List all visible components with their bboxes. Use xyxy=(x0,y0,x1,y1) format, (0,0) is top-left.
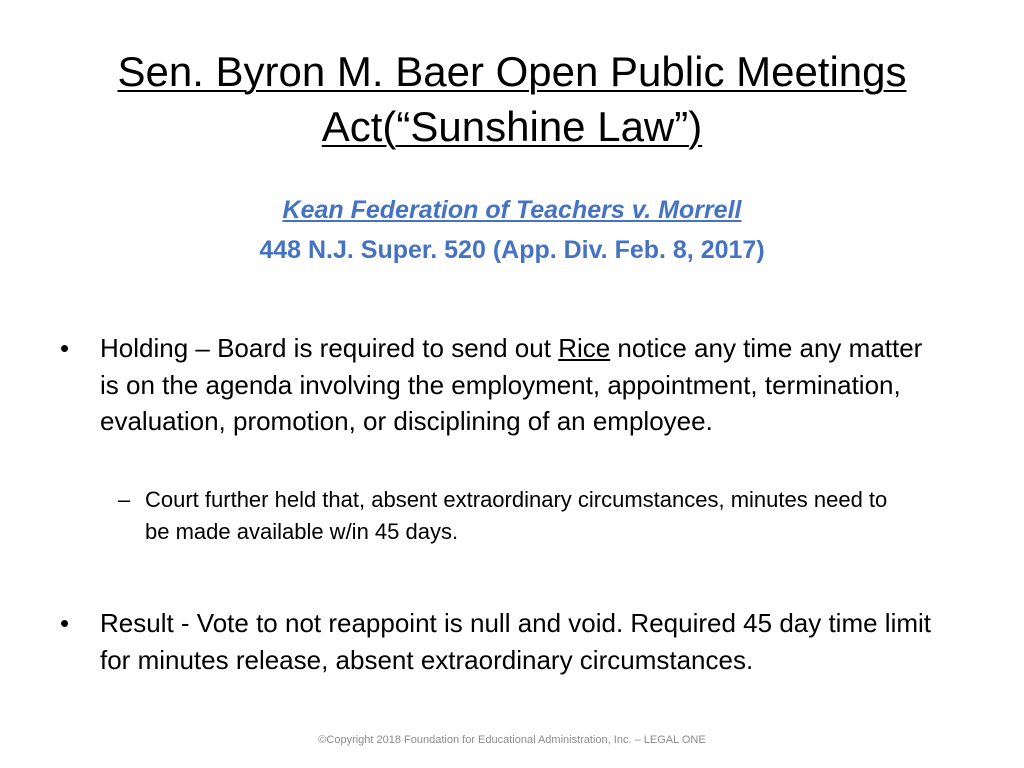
bullet-holding-text xyxy=(100,330,940,440)
case-reference xyxy=(60,190,964,270)
sub-bullet-marker: – xyxy=(118,487,131,512)
bullet-marker: • xyxy=(60,333,70,363)
slide-title-line-1: Sen. Byron M. Baer Open Public Meetings xyxy=(117,48,907,95)
sub-bullet-minutes-text: Court further held that, absent extraordinary circumstances, minutes need to be made available w/in 45 days. xyxy=(145,487,888,544)
bullet-marker: • xyxy=(60,608,70,638)
bullet-holding-text-end: notice any time any matter is on the agenda involving the employment, appointment, termination, evaluation, promotion, or disciplining of an employee. xyxy=(100,333,923,436)
case-name: Kean Federation of Teachers v. Morrell xyxy=(282,196,742,224)
copyright-footer: ©Copyright 2018 Foundation for Educational Administration, Inc. – LEGAL ONE xyxy=(318,734,706,746)
slide-title-line-2: Act(“Sunshine Law”) xyxy=(321,103,703,150)
bullet-holding-text-start: Holding – Board is required to send out xyxy=(100,333,559,363)
case-citation: 448 N.J. Super. 520 (App. Div. Feb. 8, 2017) xyxy=(259,236,765,264)
bullet-result-text: Result - Vote to not reappoint is null and void. Required 45 day time limit for minutes release, absent extraordinary circumstances. xyxy=(100,608,932,675)
rice-underlined-term: Rice xyxy=(558,333,611,363)
slide-title xyxy=(60,44,964,154)
